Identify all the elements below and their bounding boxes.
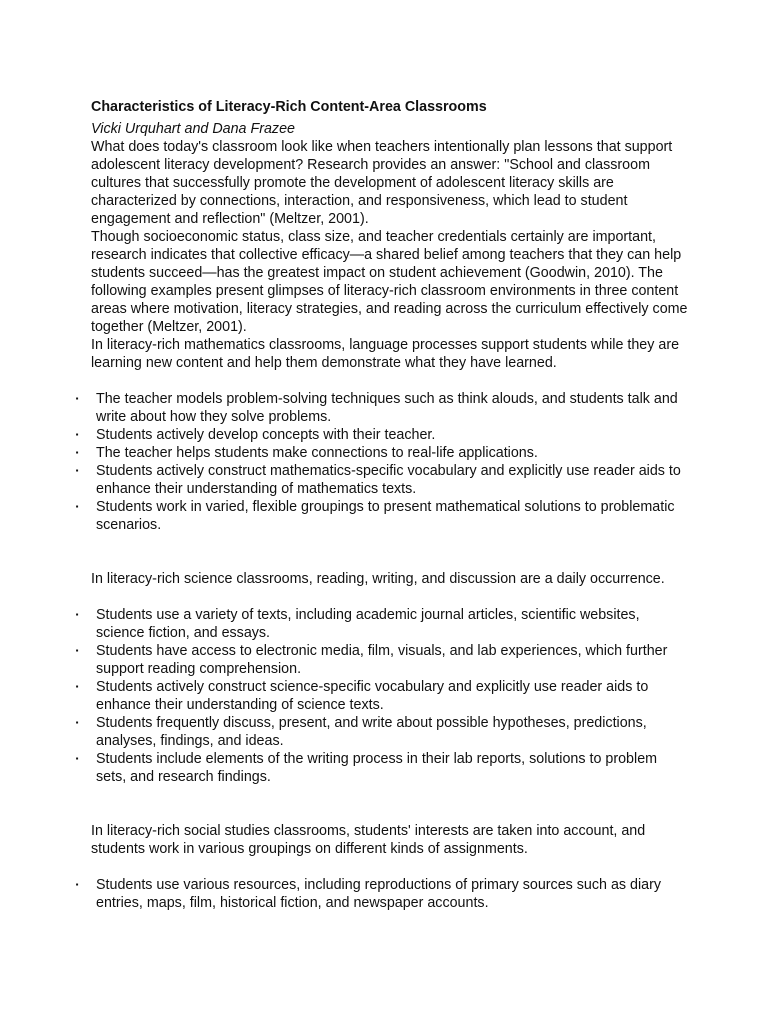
list-item-text: Students frequently discuss, present, and write about possible hypotheses, predictions, analyses, findings, and ideas.	[96, 715, 647, 749]
social-studies-intro-paragraph: In literacy-rich social studies classrooms, students' interests are taken into account, and students work in various groupings on different kinds of assignments.	[91, 823, 646, 857]
math-intro-paragraph: In literacy-rich mathematics classrooms, language processes support students while they are learning new content and help them demonstrate what they have learned.	[91, 337, 680, 371]
list-item	[75, 462, 691, 498]
list-item	[75, 444, 691, 462]
document-content	[75, 98, 691, 912]
list-item-text: Students use a variety of texts, including academic journal articles, scientific websites, science fiction, and essays.	[96, 607, 640, 641]
list-item	[75, 426, 691, 444]
list-item	[75, 390, 691, 426]
list-item-text: Students have access to electronic media, film, visuals, and lab experiences, which further support reading comprehension.	[96, 643, 668, 677]
spacer	[91, 372, 691, 390]
bullet-icon: ▪	[75, 430, 79, 439]
list-item	[75, 714, 691, 750]
bullet-icon: ▪	[75, 880, 79, 889]
list-item-text: Students include elements of the writing process in their lab reports, solutions to problem sets, and research findings.	[96, 751, 658, 785]
list-item-text: The teacher helps students make connections to real-life applications.	[96, 445, 538, 461]
intro-paragraph: What does today's classroom look like when teachers intentionally plan lessons that support adolescent literacy development? Research provides an answer: "School and classroom cultures that successfully promote the development of adolescent literacy skills are characterized by connections, interaction, and responsiveness, which lead to student engagement and reflection" (Meltzer, 2001).	[91, 139, 673, 227]
bullet-icon: ▪	[75, 466, 79, 475]
spacer	[91, 534, 691, 570]
list-item	[75, 642, 691, 678]
bullet-icon: ▪	[75, 394, 79, 403]
list-item-text: Students actively construct science-specific vocabulary and explicitly use reader aids to enhance their understanding of science texts.	[96, 679, 649, 713]
spacer	[91, 588, 691, 606]
list-item	[75, 750, 691, 786]
list-item-text: Students actively develop concepts with their teacher.	[96, 427, 436, 443]
list-item	[75, 498, 691, 534]
list-item	[75, 876, 691, 912]
bullet-icon: ▪	[75, 646, 79, 655]
science-intro-paragraph: In literacy-rich science classrooms, reading, writing, and discussion are a daily occurrence.	[91, 571, 665, 587]
bullet-icon: ▪	[75, 754, 79, 763]
spacer	[91, 786, 691, 822]
social-studies-bullet-list	[75, 876, 691, 912]
list-item	[75, 606, 691, 642]
bullet-icon: ▪	[75, 682, 79, 691]
intro-paragraph: Though socioeconomic status, class size, and teacher credentials certainly are important, research indicates that collective efficacy—a shared belief among teachers that they can help students succeed—has the greatest impact on student achievement (Goodwin, 2010). The following examples present glimpses of literacy-rich classroom environments in three content areas where motivation, literacy strategies, and reading across the curriculum effectively come together (Meltzer, 2001).	[91, 229, 688, 335]
bullet-icon: ▪	[75, 610, 79, 619]
spacer	[91, 858, 691, 876]
bullet-icon: ▪	[75, 448, 79, 457]
document-authors: Vicki Urquhart and Dana Frazee	[91, 121, 295, 137]
list-item-text: Students actively construct mathematics-specific vocabulary and explicitly use reader aids to enhance their understanding of mathematics texts.	[96, 463, 681, 497]
list-item-text: The teacher models problem-solving techniques such as think alouds, and students talk and write about how they solve problems.	[96, 391, 678, 425]
document-title: Characteristics of Literacy-Rich Content-Area Classrooms	[91, 99, 487, 115]
bullet-icon: ▪	[75, 718, 79, 727]
list-item	[75, 678, 691, 714]
bullet-icon: ▪	[75, 502, 79, 511]
list-item-text: Students use various resources, including reproductions of primary sources such as diary entries, maps, film, historical fiction, and newspaper accounts.	[96, 877, 661, 911]
list-item-text: Students work in varied, flexible groupings to present mathematical solutions to problematic scenarios.	[96, 499, 675, 533]
math-bullet-list	[75, 390, 691, 534]
science-bullet-list	[75, 606, 691, 786]
